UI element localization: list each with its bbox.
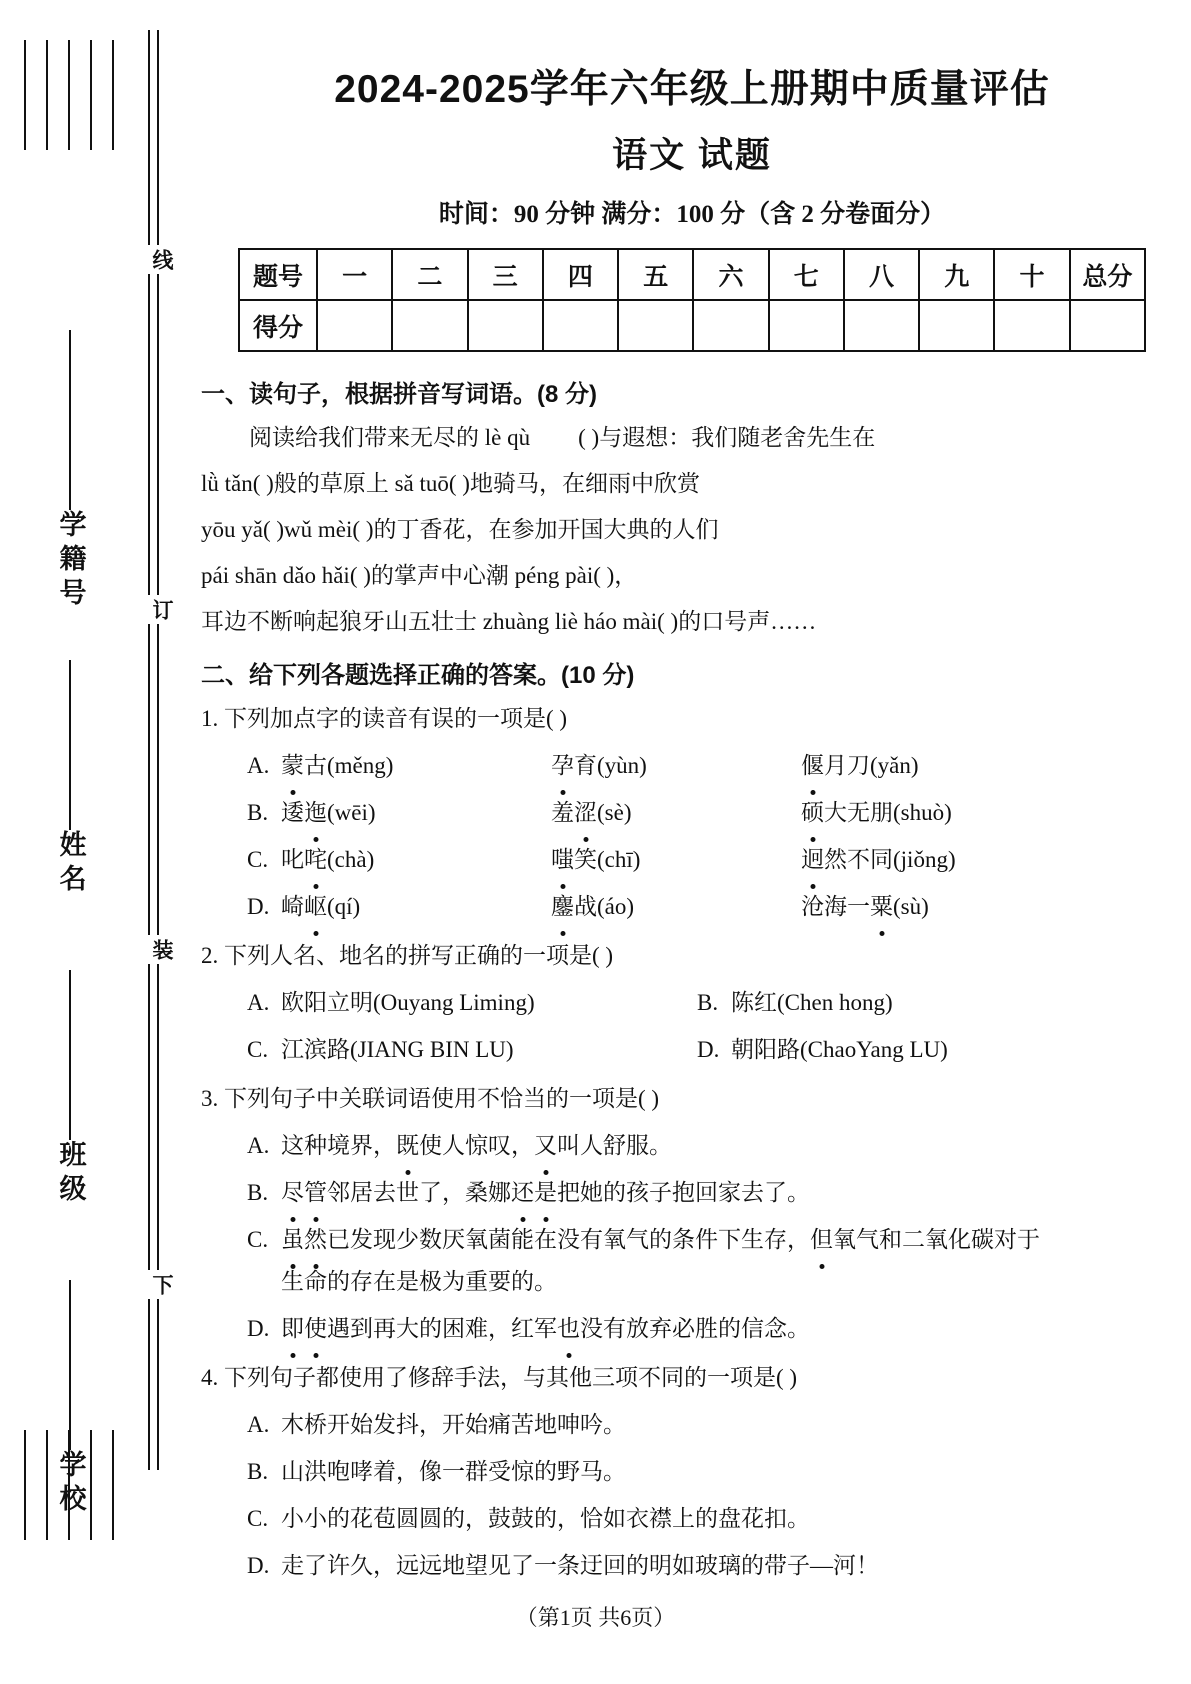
subject-title: 语文 试题 <box>612 136 772 175</box>
score-table-column-header: 四 <box>543 249 618 300</box>
option-text: (sù) <box>893 894 929 919</box>
emphasis-dot-char: 偃 <box>801 746 824 786</box>
option-text: 古(měng) <box>304 753 394 778</box>
option-text: 育(yùn) <box>574 753 647 778</box>
option-item <box>551 793 801 833</box>
option-text: 使人惊叹， <box>419 1133 534 1158</box>
option-text: 已发现少数厌氧菌能在没有氧气的条件下生存， <box>327 1227 810 1252</box>
option-row[interactable] <box>247 1546 1183 1586</box>
sentence-text: ， <box>614 563 638 588</box>
seal-sidebar <box>0 0 190 1684</box>
pinyin-hint: pái shān dǎo hǎi <box>201 563 350 588</box>
option-text: 欧阳立明(Ouyang Liming) <box>281 990 535 1015</box>
sentence-text: 与遐想：我们随老舍先生在 <box>599 425 876 450</box>
option-item <box>801 793 1101 833</box>
emphasis-dot-char: 即 <box>281 1309 304 1349</box>
option-letter: C. <box>247 1506 269 1531</box>
emphasis-dot-char: 使 <box>304 1309 327 1349</box>
option-item <box>801 887 1101 927</box>
option-text: 邻居去世了，桑娜 <box>327 1180 511 1205</box>
emphasis-dot-char: 蒙 <box>281 746 304 786</box>
option-item[interactable] <box>247 1030 697 1070</box>
option-group <box>247 983 1183 1070</box>
seal-char-zhuang: 装 <box>140 935 176 964</box>
pinyin-hint: zhuàng liè háo mài <box>482 609 658 634</box>
option-row[interactable] <box>247 746 1183 786</box>
option-row[interactable] <box>247 1173 1183 1213</box>
score-table-score-cell[interactable] <box>994 300 1069 351</box>
answer-blank[interactable]: ( ) <box>262 517 285 542</box>
info-label-xingming: 姓名 <box>55 830 86 898</box>
emphasis-dot-char: 嗤 <box>551 840 574 880</box>
emphasis-dot-char: 然 <box>304 1220 327 1260</box>
emphasis-dot-char: 是 <box>534 1173 557 1213</box>
option-letter: C. <box>247 1227 269 1252</box>
section-2-body <box>201 699 1183 1586</box>
student-info-item <box>30 330 110 612</box>
section-heading-2: 二、给下列各题选择正确的答案。(10 分) <box>201 662 635 689</box>
option-letter: C. <box>247 1037 269 1062</box>
pinyin-hint: yōu yǎ <box>201 517 263 542</box>
answer-blank[interactable]: ( ) <box>448 471 470 496</box>
option-text: 沧海一 <box>801 894 870 919</box>
sentence-text: 的掌声中心潮 <box>370 563 515 588</box>
option-text: 朝阳路(ChaoYang LU) <box>731 1037 948 1062</box>
option-text: (sè) <box>597 800 632 825</box>
student-info-column <box>30 40 110 1518</box>
option-item[interactable] <box>697 1030 1117 1070</box>
option-text: 陈红(Chen hong) <box>731 990 893 1015</box>
option-group <box>247 746 1183 927</box>
sentence-text: 般的草原上 <box>273 471 395 496</box>
exam-body <box>193 0 1191 1684</box>
option-item <box>281 793 551 833</box>
score-table-score-cell[interactable] <box>317 300 392 351</box>
sentence-text: 耳边不断响起狼牙山五壮士 <box>201 609 483 634</box>
option-item <box>551 840 801 880</box>
pinyin-fill-line <box>201 461 1183 507</box>
option-letter: D. <box>697 1037 720 1062</box>
question-number: 4. <box>201 1365 224 1390</box>
score-table <box>238 248 1146 352</box>
info-label-xuejihao: 学籍号 <box>55 510 86 612</box>
score-table-column-header: 一 <box>317 249 392 300</box>
page-footer: （第1页 共6页） <box>515 1605 676 1630</box>
option-text: 大无朋(shuò) <box>824 800 952 825</box>
pinyin-fill-line <box>201 507 1183 553</box>
score-table-score-cell[interactable] <box>919 300 994 351</box>
emphasis-dot-char: 尽 <box>281 1173 304 1213</box>
student-info-item <box>30 660 110 898</box>
option-text: (qí) <box>327 894 361 919</box>
score-table-column-header: 总分 <box>1070 249 1145 300</box>
score-table-column-header: 九 <box>919 249 994 300</box>
info-label-banji: 班级 <box>55 1140 86 1208</box>
option-letter: A. <box>247 990 270 1015</box>
student-info-item <box>30 970 110 1208</box>
option-text: 把她的孩子抱回家去了。 <box>557 1180 810 1205</box>
answer-blank[interactable]: ( ) <box>657 609 679 634</box>
question-text: 下列句子中关联词语使用不恰当的一项是( ) <box>224 1086 660 1111</box>
option-row[interactable] <box>247 1030 1183 1070</box>
option-text: 小小的花苞圆圆的，鼓鼓的，恰如衣襟上的盘花扣。 <box>281 1506 810 1531</box>
option-row[interactable] <box>247 1220 1183 1260</box>
score-table-row-label: 题号 <box>239 249 317 300</box>
score-table-score-cell[interactable] <box>769 300 844 351</box>
section-1-body <box>201 415 1183 645</box>
option-letter: D. <box>247 1553 270 1578</box>
option-text: (chà) <box>327 847 375 872</box>
option-text: 氧气和二氧化碳对于 <box>833 1227 1040 1252</box>
answer-blank[interactable]: ( ) <box>349 563 371 588</box>
question-number: 3. <box>201 1086 224 1111</box>
emphasis-dot-char: 既 <box>396 1126 419 1166</box>
score-table-column-header: 三 <box>468 249 543 300</box>
option-text: 没有放弃必胜的信念。 <box>580 1316 810 1341</box>
score-table-score-cell[interactable] <box>543 300 618 351</box>
score-table-column-header: 七 <box>769 249 844 300</box>
option-letter: B. <box>697 990 719 1015</box>
option-row[interactable] <box>247 887 1183 927</box>
option-row[interactable] <box>247 1126 1183 1166</box>
question-text: 下列加点字的读音有误的一项是( ) <box>224 706 568 731</box>
option-text: 木桥开始发抖，开始痛苦地呻吟。 <box>281 1412 626 1437</box>
seal-char-ding: 订 <box>140 595 176 624</box>
emphasis-dot-char: 硕 <box>801 793 824 833</box>
pinyin-hint: lè qù <box>484 425 531 450</box>
emphasis-dot-char: 迤 <box>304 793 327 833</box>
option-text: 叫人舒服。 <box>557 1133 672 1158</box>
sentence-text: 阅读给我们带来无尽的 <box>249 425 485 450</box>
answer-blank[interactable]: ( ) <box>593 563 615 588</box>
option-letter: D. <box>247 1316 270 1341</box>
option-text: (wēi) <box>327 800 376 825</box>
pinyin-hint: wǔ mèi <box>284 517 353 542</box>
score-table-header-row <box>239 249 1145 300</box>
sentence-text: 地骑马，在细雨中欣赏 <box>469 471 700 496</box>
option-item <box>551 746 801 786</box>
emphasis-dot-char: 管 <box>304 1173 327 1213</box>
score-table-column-header: 六 <box>693 249 768 300</box>
emphasis-dot-char: 孕 <box>551 746 574 786</box>
seal-char-xia: 下 <box>140 1270 176 1299</box>
emphasis-dot-char: 岖 <box>304 887 327 927</box>
question-stem <box>201 699 1183 739</box>
option-letter: B. <box>247 1180 269 1205</box>
pinyin-hint: lǜ tǎn <box>201 471 253 496</box>
option-row[interactable] <box>247 1309 1183 1349</box>
emphasis-dot-char: 粟 <box>870 887 893 927</box>
option-item[interactable] <box>247 983 697 1023</box>
emphasis-dot-char: 虽 <box>281 1220 304 1260</box>
question-number: 1. <box>201 706 224 731</box>
option-text: 遇到再大的困难，红军 <box>327 1316 557 1341</box>
seal-line-column <box>138 30 178 1470</box>
score-table-score-cell[interactable] <box>618 300 693 351</box>
page-title: 2024-2025学年六年级上册期中质量评估 <box>334 68 1050 111</box>
emphasis-dot-char: 迥 <box>801 840 824 880</box>
section-heading-1: 一、读句子，根据拼音写词语。(8 分) <box>201 381 597 408</box>
answer-blank[interactable]: ( ) <box>352 517 374 542</box>
option-text: 崎 <box>281 894 304 919</box>
emphasis-dot-char: 还 <box>511 1173 534 1213</box>
emphasis-dot-char: 但 <box>810 1220 833 1260</box>
score-table-score-cell[interactable] <box>468 300 543 351</box>
answer-blank[interactable]: ( ) <box>578 425 600 450</box>
option-item <box>551 887 801 927</box>
option-item <box>281 887 551 927</box>
option-letter: A. <box>247 1412 270 1437</box>
option-row[interactable] <box>247 1405 1183 1445</box>
emphasis-dot-char: 涩 <box>574 793 597 833</box>
option-text: 山洪咆哮着，像一群受惊的野马。 <box>281 1459 626 1484</box>
option-text: 这种境界， <box>281 1133 396 1158</box>
score-table-column-header: 五 <box>618 249 693 300</box>
emphasis-dot-char: 鏖 <box>551 887 574 927</box>
option-letter: A. <box>247 1133 270 1158</box>
seal-char-xian: 线 <box>140 245 176 274</box>
score-table-score-cell[interactable] <box>693 300 768 351</box>
score-table-column-header: 十 <box>994 249 1069 300</box>
score-table-row-label: 得分 <box>239 300 317 351</box>
question-number: 2. <box>201 943 224 968</box>
option-item <box>281 746 551 786</box>
pinyin-hint: sǎ tuō <box>394 471 449 496</box>
option-text: 羞 <box>551 800 574 825</box>
option-item <box>801 840 1101 880</box>
pinyin-fill-line <box>201 599 1183 645</box>
answer-blank[interactable]: ( ) <box>252 471 274 496</box>
option-row[interactable] <box>247 840 1183 880</box>
option-item[interactable] <box>697 983 1117 1023</box>
option-item <box>801 746 1101 786</box>
score-table-column-header: 八 <box>844 249 919 300</box>
question-stem <box>201 1079 1183 1119</box>
score-table-column-header: 二 <box>392 249 467 300</box>
exam-content <box>201 374 1183 1586</box>
option-letter: B. <box>247 1459 269 1484</box>
emphasis-dot-char: 咤 <box>304 840 327 880</box>
option-row[interactable] <box>247 983 1183 1023</box>
info-label-xuexiao: 学校 <box>55 1450 86 1518</box>
option-text: 叱 <box>281 847 304 872</box>
option-row[interactable] <box>247 1452 1183 1492</box>
option-item <box>281 840 551 880</box>
sentence-text: 的口号声…… <box>678 609 817 634</box>
option-text: 逶 <box>281 800 304 825</box>
score-table-score-row <box>239 300 1145 351</box>
option-continuation <box>281 1262 1183 1302</box>
option-text: 笑(chī) <box>574 847 641 872</box>
option-text: 走了许久，远远地望见了一条迂回的明如玻璃的带子—河！ <box>281 1553 879 1578</box>
option-letter: C. <box>247 847 269 872</box>
question-text: 下列人名、地名的拼写正确的一项是( ) <box>224 943 614 968</box>
option-letter: B. <box>247 800 269 825</box>
exam-meta: 时间：90 分钟 满分：100 分（含 2 分卷面分） <box>438 201 946 228</box>
student-info-item <box>30 1280 110 1518</box>
sentence-text: 的丁香花，在参加开国大典的人们 <box>373 517 719 542</box>
option-letter: A. <box>247 753 270 778</box>
score-table-score-cell[interactable] <box>844 300 919 351</box>
option-row[interactable] <box>247 1499 1183 1539</box>
score-table-score-cell[interactable] <box>1070 300 1145 351</box>
option-text: 生命的存在是极为重要的。 <box>281 1269 557 1294</box>
question-text: 下列句子都使用了修辞手法，与其他三项不同的一项是( ) <box>224 1365 798 1390</box>
pinyin-fill-line <box>201 415 1183 461</box>
option-text: 月刀(yǎn) <box>824 753 919 778</box>
option-text: 战(áo) <box>574 894 635 919</box>
score-table-score-cell[interactable] <box>392 300 467 351</box>
option-row[interactable] <box>247 793 1183 833</box>
option-letter: D. <box>247 894 270 919</box>
question-stem <box>201 936 1183 976</box>
emphasis-dot-char: 又 <box>534 1126 557 1166</box>
emphasis-dot-char: 也 <box>557 1309 580 1349</box>
option-text: 然不同(jiǒng) <box>824 847 956 872</box>
pinyin-fill-line <box>201 553 1183 599</box>
question-stem <box>201 1358 1183 1398</box>
option-text: 江滨路(JIANG BIN LU) <box>281 1037 514 1062</box>
pinyin-hint: péng pài <box>514 563 594 588</box>
